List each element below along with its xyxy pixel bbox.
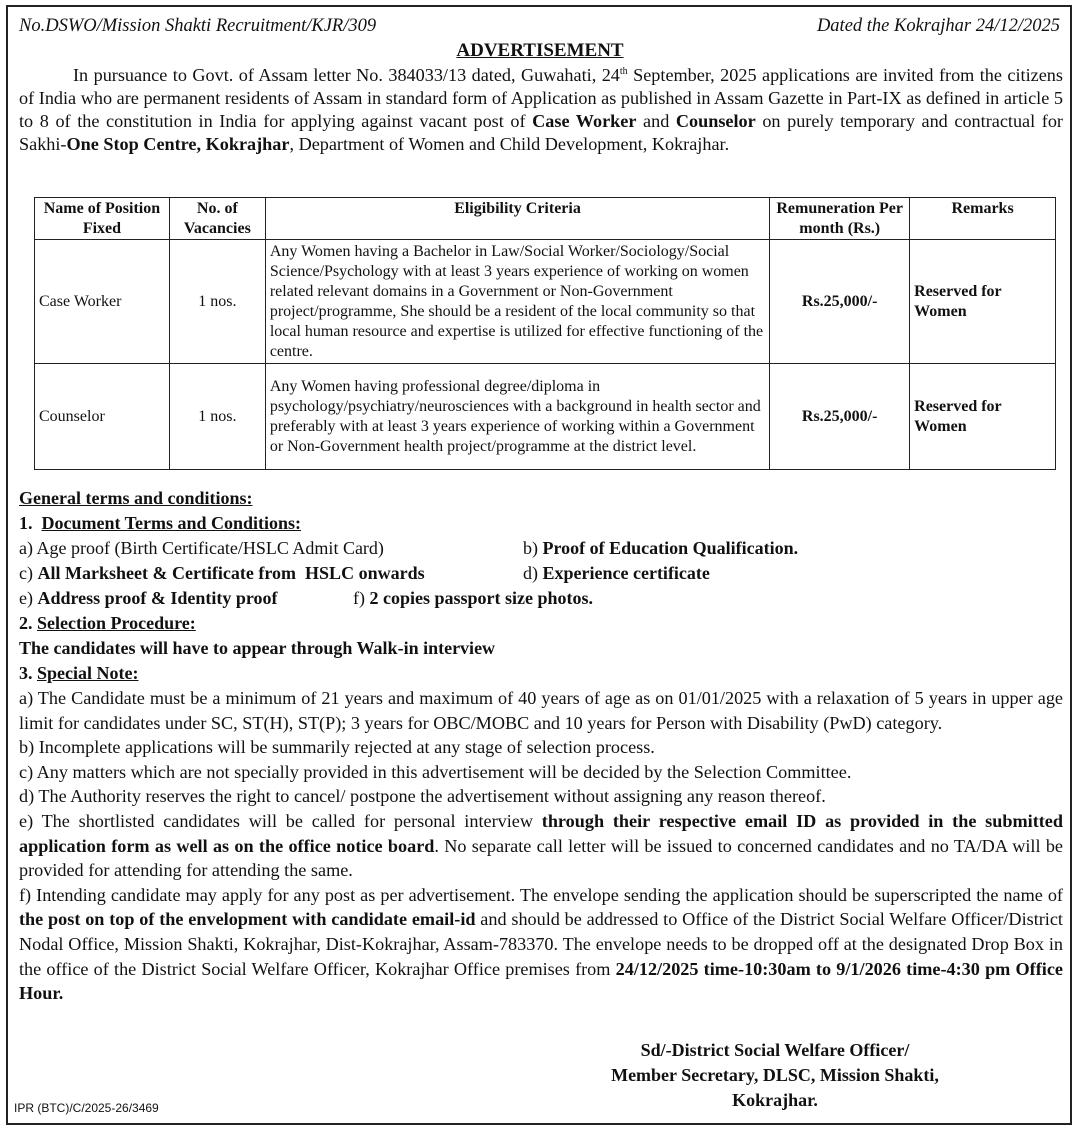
note-c: c) Any matters which are not specially provided in this advertisement will be decided by the Selection Committee. <box>19 761 852 782</box>
signature-block <box>515 1038 1035 1113</box>
doc-item-f: f) 2 copies passport size photos. <box>353 588 594 608</box>
terms-heading: General terms and conditions: <box>19 488 253 508</box>
date-line: Dated the Kokrajhar 24/12/2025 <box>816 16 1060 36</box>
doc-item-d: d) Experience certificate <box>523 563 710 583</box>
note-e: e) The shortlisted candidates will be called for personal interview through their respective email ID as provided in the submitted application form as well as on the office notice board. No separate call letter will be issued to concerned candidates and no TA/DA will be provided for attending for attending the same. <box>19 810 1063 881</box>
footer-code: IPR (BTC)/C/2025-26/3469 <box>14 1101 159 1115</box>
doc-item-c: c) All Marksheet & Certificate from HSLC onwards <box>19 563 425 583</box>
table-row <box>35 364 1056 470</box>
col-header-remuneration: Remuneration Per month (Rs.) <box>770 198 910 240</box>
reference-number: No.DSWO/Mission Shakti Recruitment/KJR/309 <box>19 16 377 36</box>
section-1-heading: 1. Document Terms and Conditions: <box>19 513 302 533</box>
col-header-criteria: Eligibility Criteria <box>265 198 769 240</box>
section-2-heading: 2. Selection Procedure: <box>19 613 196 633</box>
cell-remarks: Reserved for Women <box>910 364 1056 470</box>
note-d: d) The Authority reserves the right to cancel/ postpone the advertisement without assigning any reason thereof. <box>19 786 826 807</box>
cell-position: Counselor <box>35 364 170 470</box>
table-row <box>35 240 1056 364</box>
cell-remarks: Reserved for Women <box>910 240 1056 364</box>
note-f: f) Intending candidate may apply for any post as per advertisement. The envelope sending the application should be superscripted the name of the post on top of the envelopment with candidate email-id and should be addressed to Office of the District Social Welfare Officer/District Nodal Office, Mission Shakti, Kokrajhar, Dist-Kokrajhar, Assam-783370. The envelope needs to be dropped off at the designated Drop Box in the office of the District Social Welfare Officer, Kokrajhar Office premises from 24/12/2025 time-10:30am to 9/1/2026 time-4:30 pm Office Hour. <box>19 884 1063 1004</box>
cell-criteria: Any Women having professional degree/diploma in psychology/psychiatry/neurosciences with a background in health sector and preferably with at least 3 years experience of working within a Government or Non-Government health project/programme at the district level. <box>265 364 769 470</box>
doc-item-b: b) Proof of Education Qualification. <box>523 538 799 558</box>
cell-vacancies: 1 nos. <box>169 240 265 364</box>
cell-remuneration: Rs.25,000/- <box>770 364 910 470</box>
selection-procedure-text: The candidates will have to appear through Walk-in interview <box>19 638 496 658</box>
special-notes <box>19 686 1063 1006</box>
cell-vacancies: 1 nos. <box>169 364 265 470</box>
col-header-position: Name of Position Fixed <box>35 198 170 240</box>
intro-paragraph: In pursuance to Govt. of Assam letter No. 384033/13 dated, Guwahati, 24th September, 2025 applications are invited from the citizens of India who are permanent residents of Assam in standard form of Application as published in Assam Gazette in Part-IX as defined in article 5 to 8 of the constitution in India for applying against vacant post of Case Worker and Counselor on purely temporary and contractual for Sakhi-One Stop Centre, Kokrajhar, Department of Women and Child Development, Kokrajhar. <box>19 65 1063 154</box>
doc-item-a: a) Age proof (Birth Certificate/HSLC Admit Card) <box>19 538 384 558</box>
signature-line-3: Kokrajhar. <box>732 1090 818 1110</box>
cell-remuneration: Rs.25,000/- <box>770 240 910 364</box>
note-b: b) Incomplete applications will be summarily rejected at any stage of selection process. <box>19 737 655 758</box>
signature-line-1: Sd/-District Social Welfare Officer/ <box>640 1040 910 1060</box>
section-3-heading: 3. Special Note: <box>19 663 139 683</box>
note-a: a) The Candidate must be a minimum of 21 years and maximum of 40 years of age as on 01/01/2025 with a relaxation of 5 years in upper age limit for candidates under SC, ST(H), ST(P); 3 years for OBC/MOBC and 10 years for Person with Disability (PwD) category. <box>19 688 1063 733</box>
doc-item-e: e) Address proof & Identity proof <box>19 588 278 608</box>
col-header-remarks: Remarks <box>910 198 1056 240</box>
vacancy-table <box>34 197 1056 470</box>
signature-line-2: Member Secretary, DLSC, Mission Shakti, <box>611 1065 939 1085</box>
cell-criteria: Any Women having a Bachelor in Law/Social Worker/Sociology/Social Science/Psychology with at least 3 years experience of working on women related relevant domains in a Government or Non-Government project/programme, She should be a resident of the local community so that local human resource and expertise is utilized for effective functioning of the centre. <box>265 240 769 364</box>
table-header-row <box>35 198 1056 240</box>
col-header-vacancies: No. of Vacancies <box>169 198 265 240</box>
page-title: ADVERTISEMENT <box>456 40 624 61</box>
cell-position: Case Worker <box>35 240 170 364</box>
